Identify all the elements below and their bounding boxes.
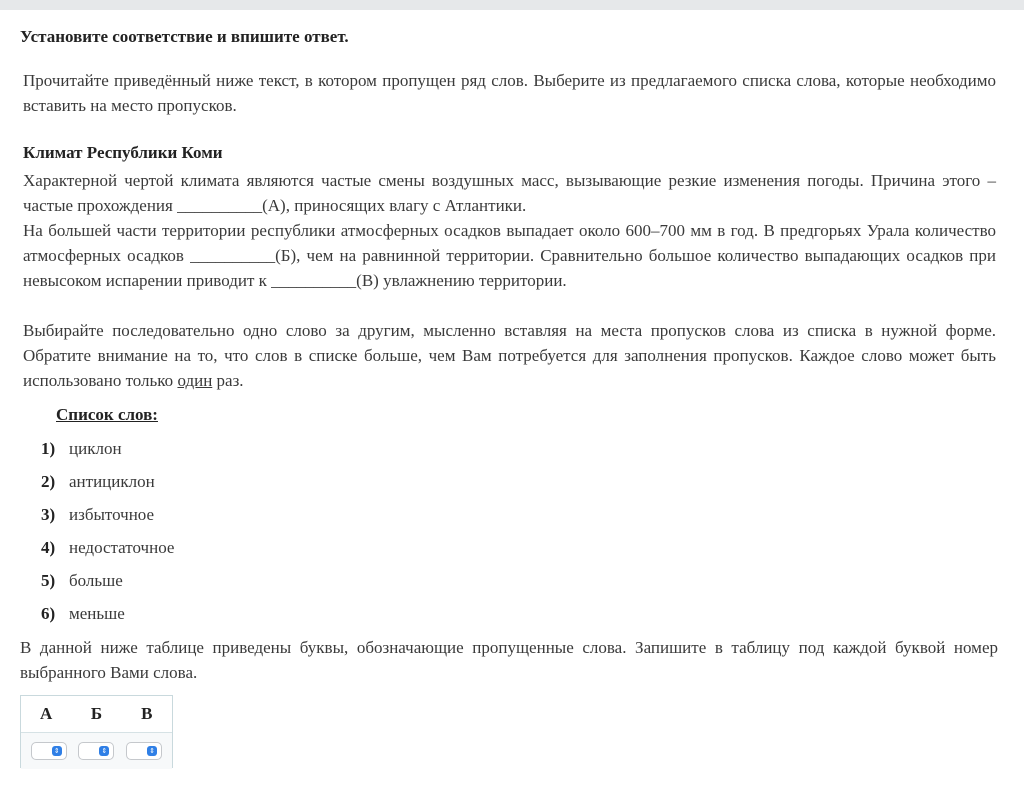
answer-select-c[interactable] xyxy=(126,742,162,760)
instructions-after: раз. xyxy=(212,371,244,390)
text-paragraph-1 xyxy=(23,168,996,218)
select-arrows-icon: ⇕ xyxy=(99,746,109,756)
instructions-underlined: один xyxy=(177,371,213,390)
list-item-text: избыточное xyxy=(69,505,155,524)
table-instructions: В данной ниже таблице приведены буквы, обозначающие пропущенные слова. Запишите в таблицу под каждой буквой номер выбранного Вами слова. xyxy=(20,638,998,682)
list-item-text: больше xyxy=(69,571,123,590)
list-item-number: 2) xyxy=(41,472,56,491)
answer-select-b[interactable] xyxy=(78,742,114,760)
list-item xyxy=(41,503,174,536)
list-item-text: меньше xyxy=(69,604,125,623)
gap-c: __________(В) xyxy=(271,271,379,290)
gap-b: __________(Б) xyxy=(190,246,297,265)
text-title: Климат Республики Коми xyxy=(23,143,223,162)
answer-table-header xyxy=(21,696,172,733)
list-item-number: 6) xyxy=(41,604,56,623)
answer-table xyxy=(20,695,173,768)
para2-part1: На большей части территории республики атмосферных осадков выпадает около 600–700 мм в год. В предгорьях Урала количество атмосферных осадков xyxy=(23,221,996,265)
list-item-number: 1) xyxy=(41,439,56,458)
list-item-number: 5) xyxy=(41,571,56,590)
instructions-before: Выбирайте последовательно одно слово за другим, мысленно вставляя на места пропусков слова из списка в нужной форме. Обратите внимание на то, что слов в списке больше, чем Вам потребуется для заполнения пропусков. Каждое слово может быть использовано только xyxy=(23,321,996,390)
list-item xyxy=(41,569,174,602)
header-b: Б xyxy=(90,704,103,723)
word-list xyxy=(41,437,174,635)
top-bar xyxy=(0,0,1024,10)
task-title: Установите соответствие и впишите ответ. xyxy=(20,27,349,46)
list-item xyxy=(41,536,174,569)
header-c: В xyxy=(141,704,153,723)
list-item-text: недостаточное xyxy=(69,538,175,557)
para1-before: Характерной чертой климата являются частые смены воздушных масс, вызывающие резкие изменения погоды. Причина этого – частые прохождения xyxy=(23,171,996,215)
list-item xyxy=(41,470,174,503)
list-item xyxy=(41,437,174,470)
list-item-text: циклон xyxy=(69,439,122,458)
answer-select-a[interactable] xyxy=(31,742,67,760)
para1-after: , приносящих влагу с Атлантики. xyxy=(285,196,527,215)
para2-part3: увлажнению территории. xyxy=(378,271,567,290)
intro-paragraph: Прочитайте приведённый ниже текст, в котором пропущен ряд слов. Выберите из предлагаемого списка слова, которые необходимо вставить на место пропусков. xyxy=(23,71,996,115)
answer-table-row xyxy=(21,733,172,769)
list-item-number: 4) xyxy=(41,538,56,557)
gap-a: __________(А) xyxy=(177,196,286,215)
para2-part2: , чем на равнинной территории. Сравнительно большое количество выпадающих осадков при невысоком испарении приводит к xyxy=(23,246,996,290)
header-a: А xyxy=(40,704,53,723)
list-item-text: антициклон xyxy=(69,472,155,491)
word-list-title: Список слов: xyxy=(56,405,158,424)
text-paragraph-2 xyxy=(23,218,996,293)
list-item xyxy=(41,602,174,635)
select-arrows-icon: ⇕ xyxy=(147,746,157,756)
select-arrows-icon: ⇕ xyxy=(52,746,62,756)
list-item-number: 3) xyxy=(41,505,56,524)
instructions-paragraph xyxy=(23,318,996,393)
